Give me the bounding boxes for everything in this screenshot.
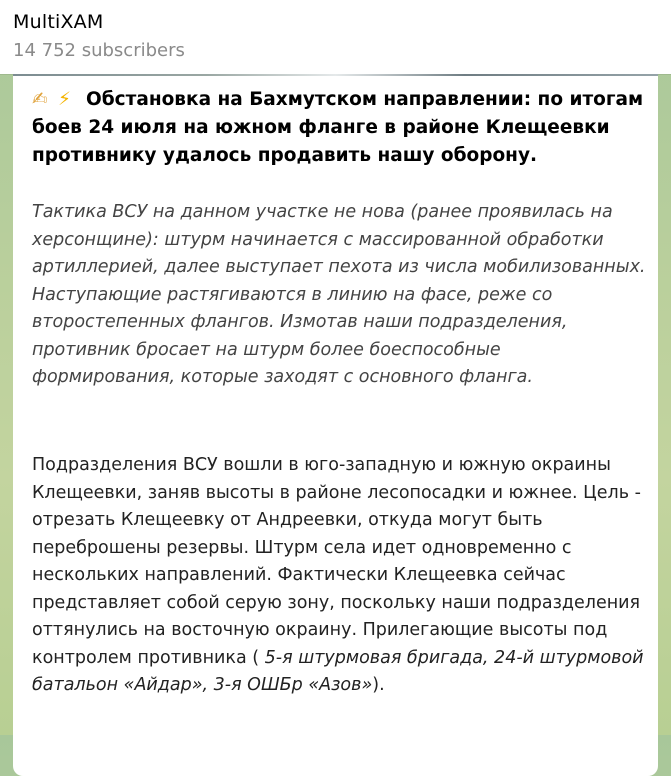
channel-header[interactable] [0,0,671,74]
message-paragraph-tactics: Тактика ВСУ на данном участке не нова (ранее проявилась на херсонщине): штурм начинается с массированной обработки артиллерией, далее выступает пехота из числа мобилизованных. Наступающие растягиваются в линию на фасе, реже со второстепенных флангов. Измотав наши подразделения, противник бросает на штурм более боеспособные формирования, которые заходят с основного фланга. [32,202,646,387]
lightning-icon: ⚡ [58,89,71,110]
message-paragraph-situation [32,452,647,700]
channel-title[interactable]: MultiXAM [13,11,104,33]
writing-hand-icon: ✍ [32,89,48,110]
subscriber-count: 14 752 subscribers [13,40,185,61]
message-bubble [13,76,658,776]
paragraph-end: ). [372,675,385,695]
paragraph-italic-units: 5-я штурмовая бригада, 24-й штурмовой батальон «Айдар», 3-я ОШБр «Азов» [32,647,644,695]
message-headline [32,86,647,170]
paragraph-text: Подразделения ВСУ вошли в юго-западную и южную окраины Клещеевки, заняв высоты в районе лесопосадки и южнее. Цель - отрезать Клещеевку от Андреевки, откуда могут быть переброшены резервы. Штурм села идет одновременно с нескольких направлений. Фактически Клещеевка сейчас представляет собой серую зону, поскольку наши подразделения оттянулись на восточную окраину. Прилегающие высоты под контролем противника ( [32,455,641,668]
headline-text: Обстановка на Бахмутском направлении: по итогам боев 24 июля на южном фланге в районе Клещеевки противнику удалось продавить нашу оборону. [32,89,644,166]
